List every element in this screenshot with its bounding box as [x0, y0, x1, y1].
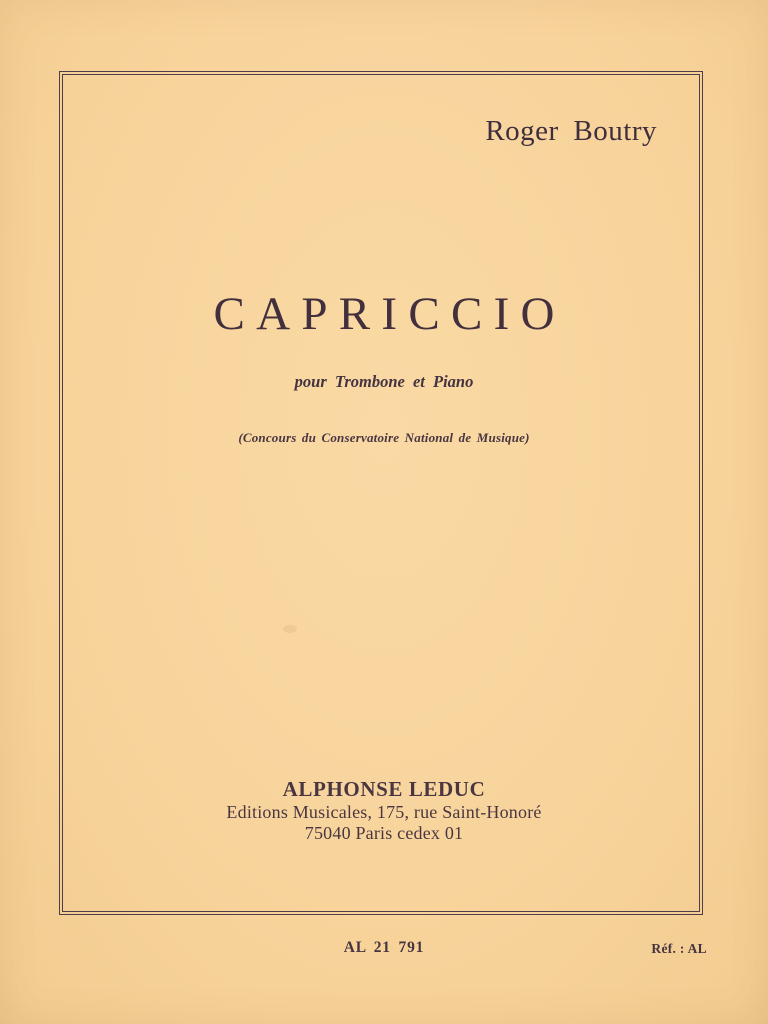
work-title: CAPRICCIO — [213, 288, 566, 340]
instrumentation-subtitle: pour Trombone et Piano — [294, 372, 474, 391]
composer-name: Roger Boutry — [485, 115, 657, 147]
publisher-address-line2: 75040 Paris cedex 01 — [304, 823, 464, 843]
publisher-name: ALPHONSE LEDUC — [282, 777, 486, 801]
paper-smudge — [283, 625, 297, 633]
publisher-block — [0, 777, 768, 844]
publisher-address-line1: Editions Musicales, 175, rue Saint-Honoré — [226, 801, 542, 822]
catalog-number: AL 21 791 — [343, 939, 425, 956]
reference-label: Réf. : AL — [651, 941, 707, 956]
competition-note: (Concours du Conservatoire National de Musique) — [238, 430, 530, 445]
